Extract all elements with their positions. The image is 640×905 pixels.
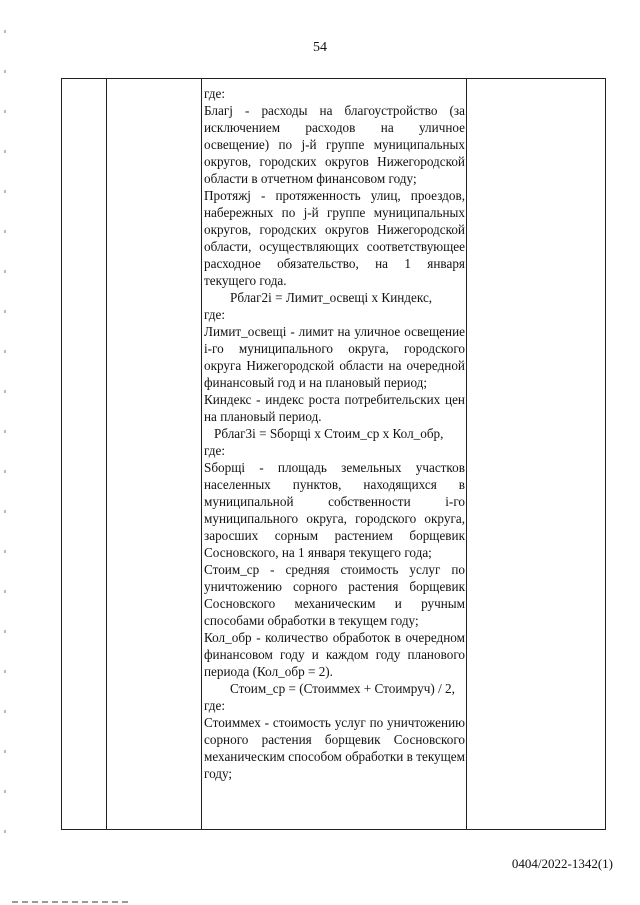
text-paragraph: где:: [204, 443, 225, 458]
page-number: 54: [313, 40, 327, 55]
text-paragraph: где:: [204, 698, 225, 713]
table-text-cell: [204, 85, 465, 782]
table-column-divider: [466, 79, 467, 829]
text-paragraph: Киндекс - индекс роста потребительских цен на плановый период.: [204, 392, 465, 424]
text-paragraph: Протяжj - протяженность улиц, проездов, набережных по j-й группе муниципальных округов, городских округов Нижегородской области, осуществляющих соответствующее расходное обязательство, на 1 января текущего года.: [204, 188, 465, 288]
document-table: [61, 78, 606, 830]
text-paragraph: Лимит_освещi - лимит на уличное освещение i-го муниципального округа, городского округа Нижегородской области на очередной финансовый год и на плановый период;: [204, 324, 465, 390]
formula-line: Рблаг3i = Sборщi x Стоим_ср x Кол_обр,: [214, 426, 444, 441]
text-paragraph: где:: [204, 86, 225, 101]
scan-edge-marks: [4, 30, 6, 870]
table-column-divider: [106, 79, 107, 829]
formula-line: Рблаг2i = Лимит_освещi x Киндекс,: [230, 290, 433, 305]
table-column-divider: [201, 79, 202, 829]
text-paragraph: Кол_обр - количество обработок в очередном финансовом году и каждом году планового периода (Кол_обр = 2).: [204, 630, 465, 679]
scan-bottom-marks: [12, 901, 132, 903]
document-code: 0404/2022-1342(1): [511, 856, 613, 871]
text-paragraph: Стоиммех - стоимость услуг по уничтожению сорного растения борщевик Сосновского механическим способом обработки в текущем году;: [204, 715, 465, 781]
text-paragraph: Стоим_ср - средняя стоимость услуг по уничтожению сорного растения борщевик Сосновского механическим и ручным способами обработки в текущем году;: [204, 562, 465, 628]
text-paragraph: где:: [204, 307, 225, 322]
formula-line: Стоим_ср = (Стоиммех + Стоимруч) / 2,: [230, 681, 455, 696]
text-paragraph: Sборщi - площадь земельных участков населенных пунктов, находящихся в муниципальной собственности i-го муниципального округа, городского округа, заросших сорным растением борщевик Сосновского, на 1 января текущего года;: [204, 460, 465, 560]
text-paragraph: Благj - расходы на благоустройство (за исключением расходов на уличное освещение) по j-й группе муниципальных округов, городских округов Нижегородской области в отчетном финансовом году;: [204, 103, 465, 186]
